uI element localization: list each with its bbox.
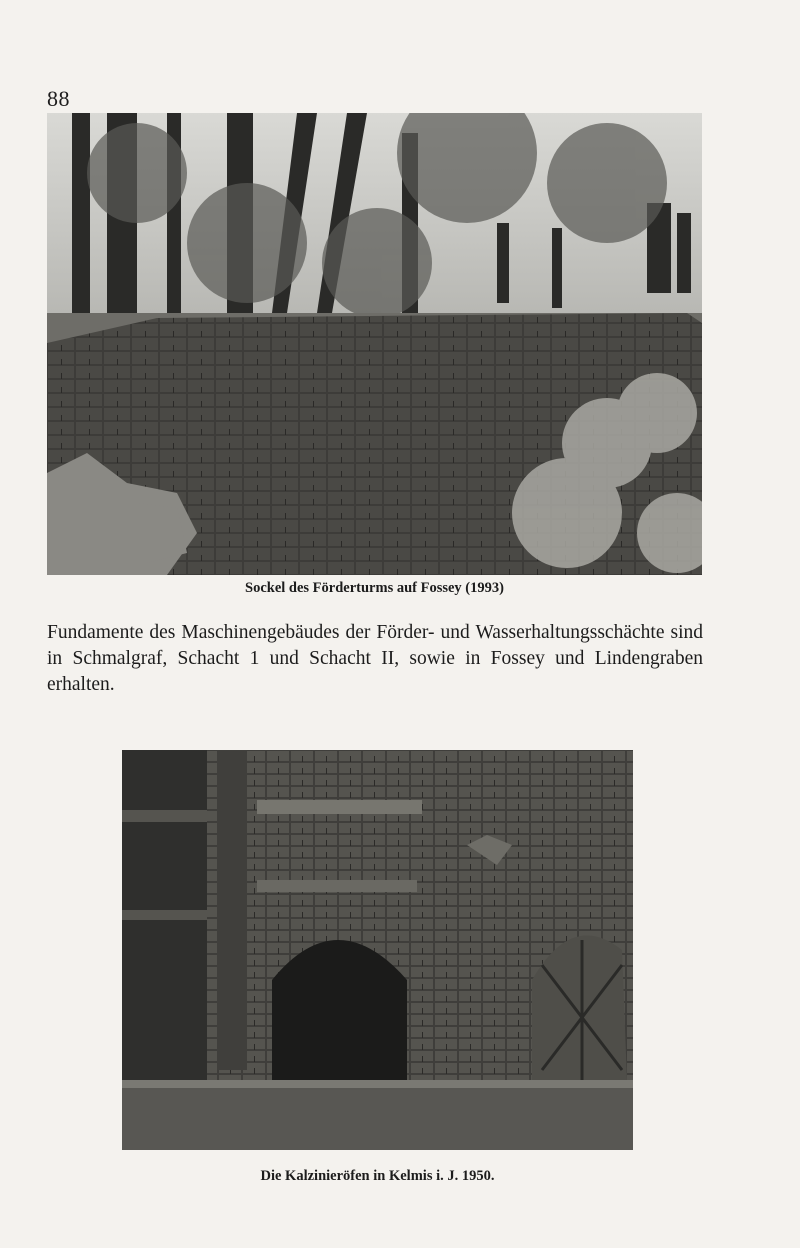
body-paragraph: Fundamente des Maschinengebäudes der Förder- und Wasserhaltungsschächte sind in Schmalgraf, Schacht 1 und Schacht II, sowie in Fossey und Lindengraben erhalten. [47, 622, 703, 695]
page-number: 88 [47, 86, 70, 111]
photo-caption: Sockel des Förderturms auf Fossey (1993) [245, 580, 504, 596]
photo-caption: Die Kalzinieröfen in Kelmis i. J. 1950. [260, 1168, 495, 1184]
photo-tower-base [47, 113, 702, 575]
photo-calcination-furnaces [122, 750, 633, 1150]
